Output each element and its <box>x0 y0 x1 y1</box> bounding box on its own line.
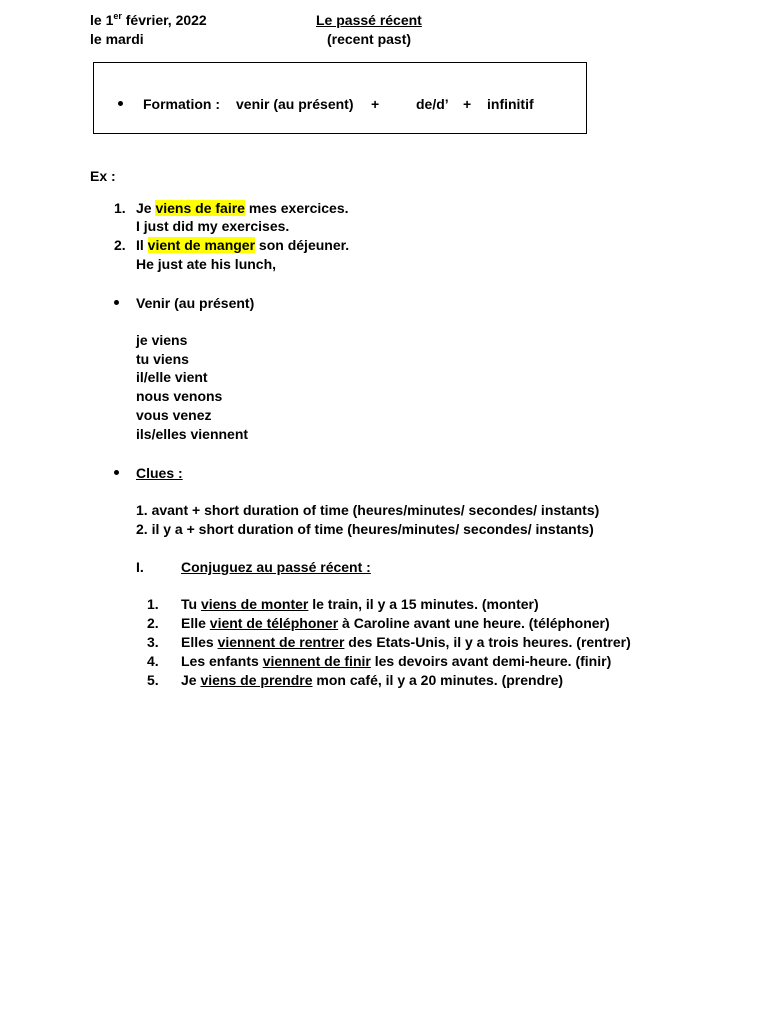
venir-form: tu viens <box>136 351 189 367</box>
example-sentence <box>136 199 349 217</box>
exercise-pre: Tu <box>181 596 201 612</box>
example-post: son déjeuner. <box>255 237 350 253</box>
example-highlight: vient de manger <box>147 237 256 253</box>
formation-de: de/d’ <box>416 96 449 112</box>
exercise-item <box>181 614 610 632</box>
exercise-number: 3. <box>147 634 159 650</box>
page-title: Le passé récent <box>316 12 422 28</box>
exercise-pre: Elles <box>181 634 218 650</box>
venir-form: nous venons <box>136 388 223 404</box>
example-translation: He just ate his lunch, <box>136 256 277 272</box>
formation-plus-1: + <box>371 96 380 112</box>
example-number: 1. <box>114 200 126 216</box>
exercise-pre: Elle <box>181 615 210 631</box>
exercise-number: 2. <box>147 615 159 631</box>
exercise-answer: viens de prendre <box>200 672 313 688</box>
examples-label: Ex : <box>90 168 116 184</box>
example-post: mes exercices. <box>244 200 349 216</box>
venir-form: je viens <box>136 332 188 348</box>
date-superscript: er <box>113 11 122 21</box>
exercise-post: des Etats-Unis, il y a trois heures. (rentrer) <box>344 634 631 650</box>
exercise-answer: viennent de finir <box>262 653 371 669</box>
page-subtitle: (recent past) <box>327 31 412 47</box>
formation-venir: venir (au présent) <box>236 96 354 112</box>
exercise-pre: Les enfants <box>181 653 263 669</box>
date-line <box>90 11 207 29</box>
example-pre: Je <box>136 200 156 216</box>
example-number: 2. <box>114 237 126 253</box>
venir-form: ils/elles viennent <box>136 426 249 442</box>
example-pre: Il <box>136 237 148 253</box>
clues-label: Clues : <box>136 465 183 481</box>
exercise-number: 5. <box>147 672 159 688</box>
exercise-post: mon café, il y a 20 minutes. (prendre) <box>312 672 564 688</box>
formation-bullet-icon <box>118 101 123 106</box>
exercise-item <box>181 652 611 670</box>
example-translation: I just did my exercises. <box>136 218 290 234</box>
exercise-post: à Caroline avant une heure. (téléphoner) <box>338 615 610 631</box>
example-highlight: viens de faire <box>155 200 245 216</box>
exercise-title: Conjuguez au passé récent : <box>181 559 371 575</box>
exercise-pre: Je <box>181 672 201 688</box>
exercise-answer: viens de monter <box>200 596 309 612</box>
venir-form: vous venez <box>136 407 212 423</box>
exercise-number: 4. <box>147 653 159 669</box>
clue-item: 2. il y a + short duration of time (heures/minutes/ secondes/ instants) <box>136 521 594 537</box>
exercise-answer: vient de téléphoner <box>209 615 339 631</box>
exercise-number: 1. <box>147 596 159 612</box>
formation-label: Formation : <box>143 96 220 112</box>
exercise-post: les devoirs avant demi-heure. (finir) <box>370 653 612 669</box>
date-suffix: février, 2022 <box>121 12 207 28</box>
exercise-post: le train, il y a 15 minutes. (monter) <box>308 596 539 612</box>
exercise-item <box>181 633 631 651</box>
date-prefix: le 1 <box>90 12 114 28</box>
exercise-answer: viennent de rentrer <box>217 634 345 650</box>
venir-form: il/elle vient <box>136 369 208 385</box>
exercise-item <box>181 595 539 613</box>
formation-plus-2: + <box>463 96 472 112</box>
clues-bullet-icon <box>114 470 119 475</box>
day-label: le mardi <box>90 31 144 47</box>
exercise-item <box>181 671 563 689</box>
venir-bullet-icon <box>114 300 119 305</box>
example-sentence <box>136 236 349 254</box>
exercise-numeral: I. <box>136 559 144 575</box>
clue-item: 1. avant + short duration of time (heures/minutes/ secondes/ instants) <box>136 502 600 518</box>
formation-infinitif: infinitif <box>487 96 534 112</box>
venir-label: Venir (au présent) <box>136 295 255 311</box>
